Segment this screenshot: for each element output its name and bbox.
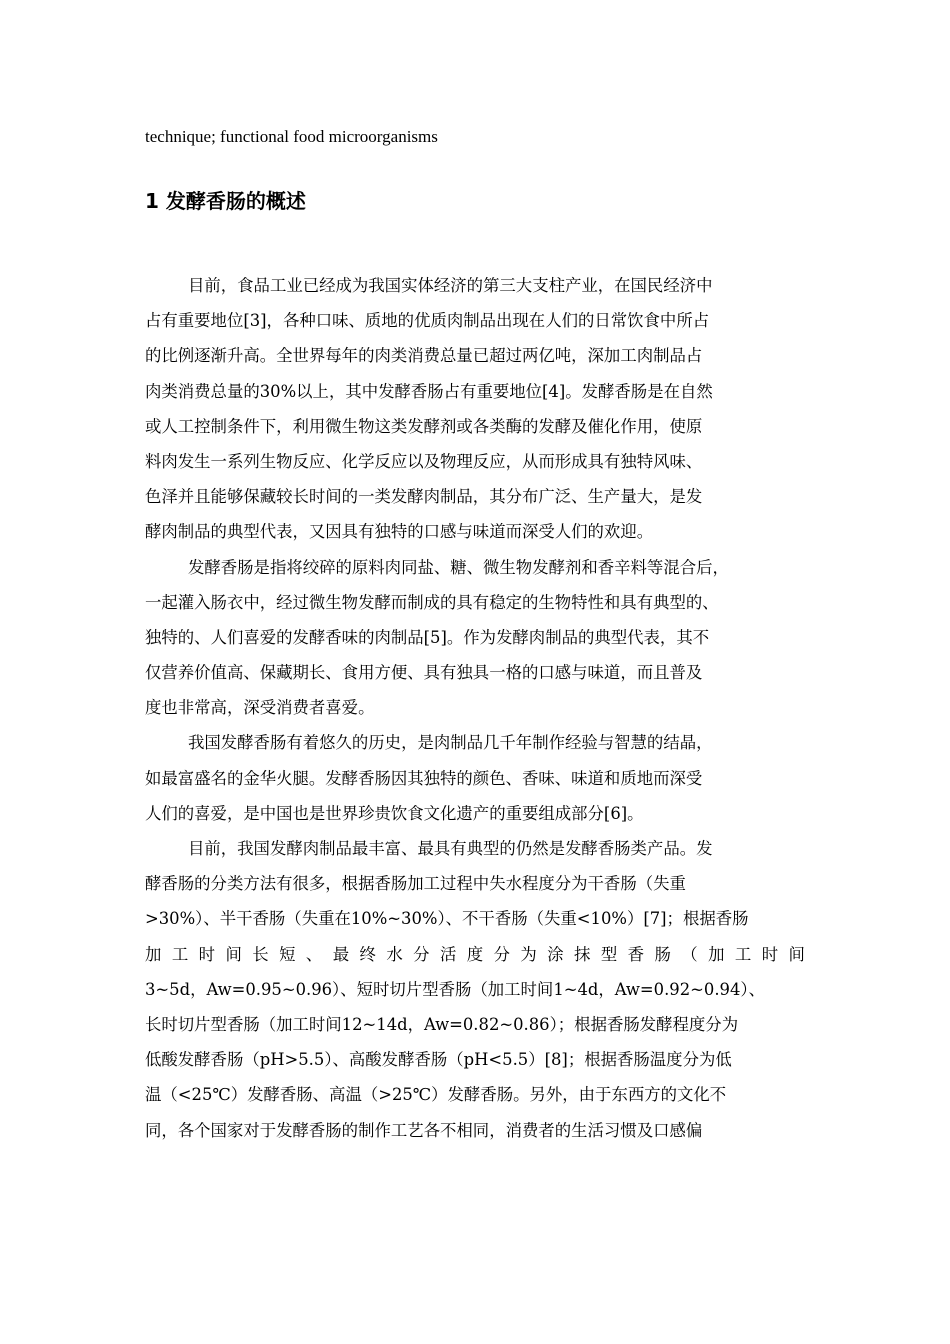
paragraph-line: 占有重要地位[3]，各种口味、质地的优质肉制品出现在人们的日常饮食中所占 [145, 311, 710, 331]
section-heading: 1 发酵香肠的概述 [145, 189, 306, 213]
paragraph-line: 的比例逐渐升高。全世界每年的肉类消费总量已超过两亿吨，深加工肉制品占 [145, 346, 703, 366]
paragraph-line: 度也非常高，深受消费者喜爱。 [145, 698, 375, 718]
paragraph-line: 如最富盛名的金华火腿。发酵香肠因其独特的颜色、香味、味道和质地而深受 [145, 768, 703, 788]
paragraph-2 [145, 550, 805, 726]
paragraph-line: 同，各个国家对于发酵香肠的制作工艺各不相同，消费者的生活习惯及口感偏 [145, 1120, 703, 1140]
paragraph-line: 肉类消费总量的30%以上，其中发酵香肠占有重要地位[4]。发酵香肠是在自然 [145, 381, 713, 401]
paragraph-line: 仅营养价值高、保藏期长、食用方便、具有独具一格的口感与味道，而且普及 [145, 663, 703, 683]
paragraph-line: 酵香肠的分类方法有很多，根据香肠加工过程中失水程度分为干香肠（失重 [145, 874, 686, 894]
paragraph-line: 料肉发生一系列生物反应、化学反应以及物理反应，从而形成具有独特风味、 [145, 451, 703, 471]
paragraph-line: >30%）、半干香肠（失重在10%~30%）、不干香肠（失重<10%）[7]；根据香肠 [145, 909, 749, 929]
paragraph-line: 目前，食品工业已经成为我国实体经济的第三大支柱产业，在国民经济中 [188, 276, 713, 295]
paragraph-line: 一起灌入肠衣中，经过微生物发酵而制成的具有稳定的生物特性和具有典型的、 [145, 592, 719, 612]
paragraph-line-spread: 加 工 时 间 长 短 、 最 终 水 分 活 度 分 为 涂 抹 型 香 肠 （ 加 工 时 间 [145, 944, 805, 964]
paragraph-1 [145, 268, 805, 550]
paragraph-line: 低酸发酵香肠（pH>5.5）、高酸发酵香肠（pH<5.5）[8]；根据香肠温度分为低 [145, 1050, 732, 1070]
section-body [145, 268, 805, 1148]
paragraph-line: 我国发酵香肠有着悠久的历史，是肉制品几千年制作经验与智慧的结晶， [188, 733, 713, 753]
paragraph-4 [145, 831, 805, 1148]
paragraph-line: 温（<25℃）发酵香肠、高温（>25℃）发酵香肠。另外，由于东西方的文化不 [145, 1085, 727, 1105]
paragraph-line: 3~5d，Aw=0.95~0.96）、短时切片型香肠（加工时间1~4d，Aw=0.92~0.94）、 [145, 979, 765, 999]
paragraph-line: 发酵香肠是指将绞碎的原料肉同盐、糖、微生物发酵剂和香辛料等混合后， [188, 557, 729, 577]
paragraph-line: 长时切片型香肠（加工时间12~14d，Aw=0.82~0.86）；根据香肠发酵程度分为 [145, 1014, 739, 1034]
paragraph-3 [145, 725, 805, 831]
paragraph-line: 酵肉制品的典型代表，又因具有独特的口感与味道而深受人们的欢迎。 [145, 522, 654, 542]
keywords-continuation: technique; functional food microorganisms [145, 127, 438, 146]
paragraph-line: 目前，我国发酵肉制品最丰富、最具有典型的仍然是发酵香肠类产品。发 [188, 839, 713, 858]
paragraph-line: 或人工控制条件下，利用微生物这类发酵剂或各类酶的发酵及催化作用，使原 [145, 416, 703, 436]
paragraph-line: 色泽并且能够保藏较长时间的一类发酵肉制品，其分布广泛、生产量大，是发 [145, 487, 703, 507]
paragraph-line: 独特的、人们喜爱的发酵香味的肉制品[5]。作为发酵肉制品的典型代表，其不 [145, 627, 710, 647]
paragraph-line: 人们的喜爱，是中国也是世界珍贵饮食文化遗产的重要组成部分[6]。 [145, 803, 644, 823]
